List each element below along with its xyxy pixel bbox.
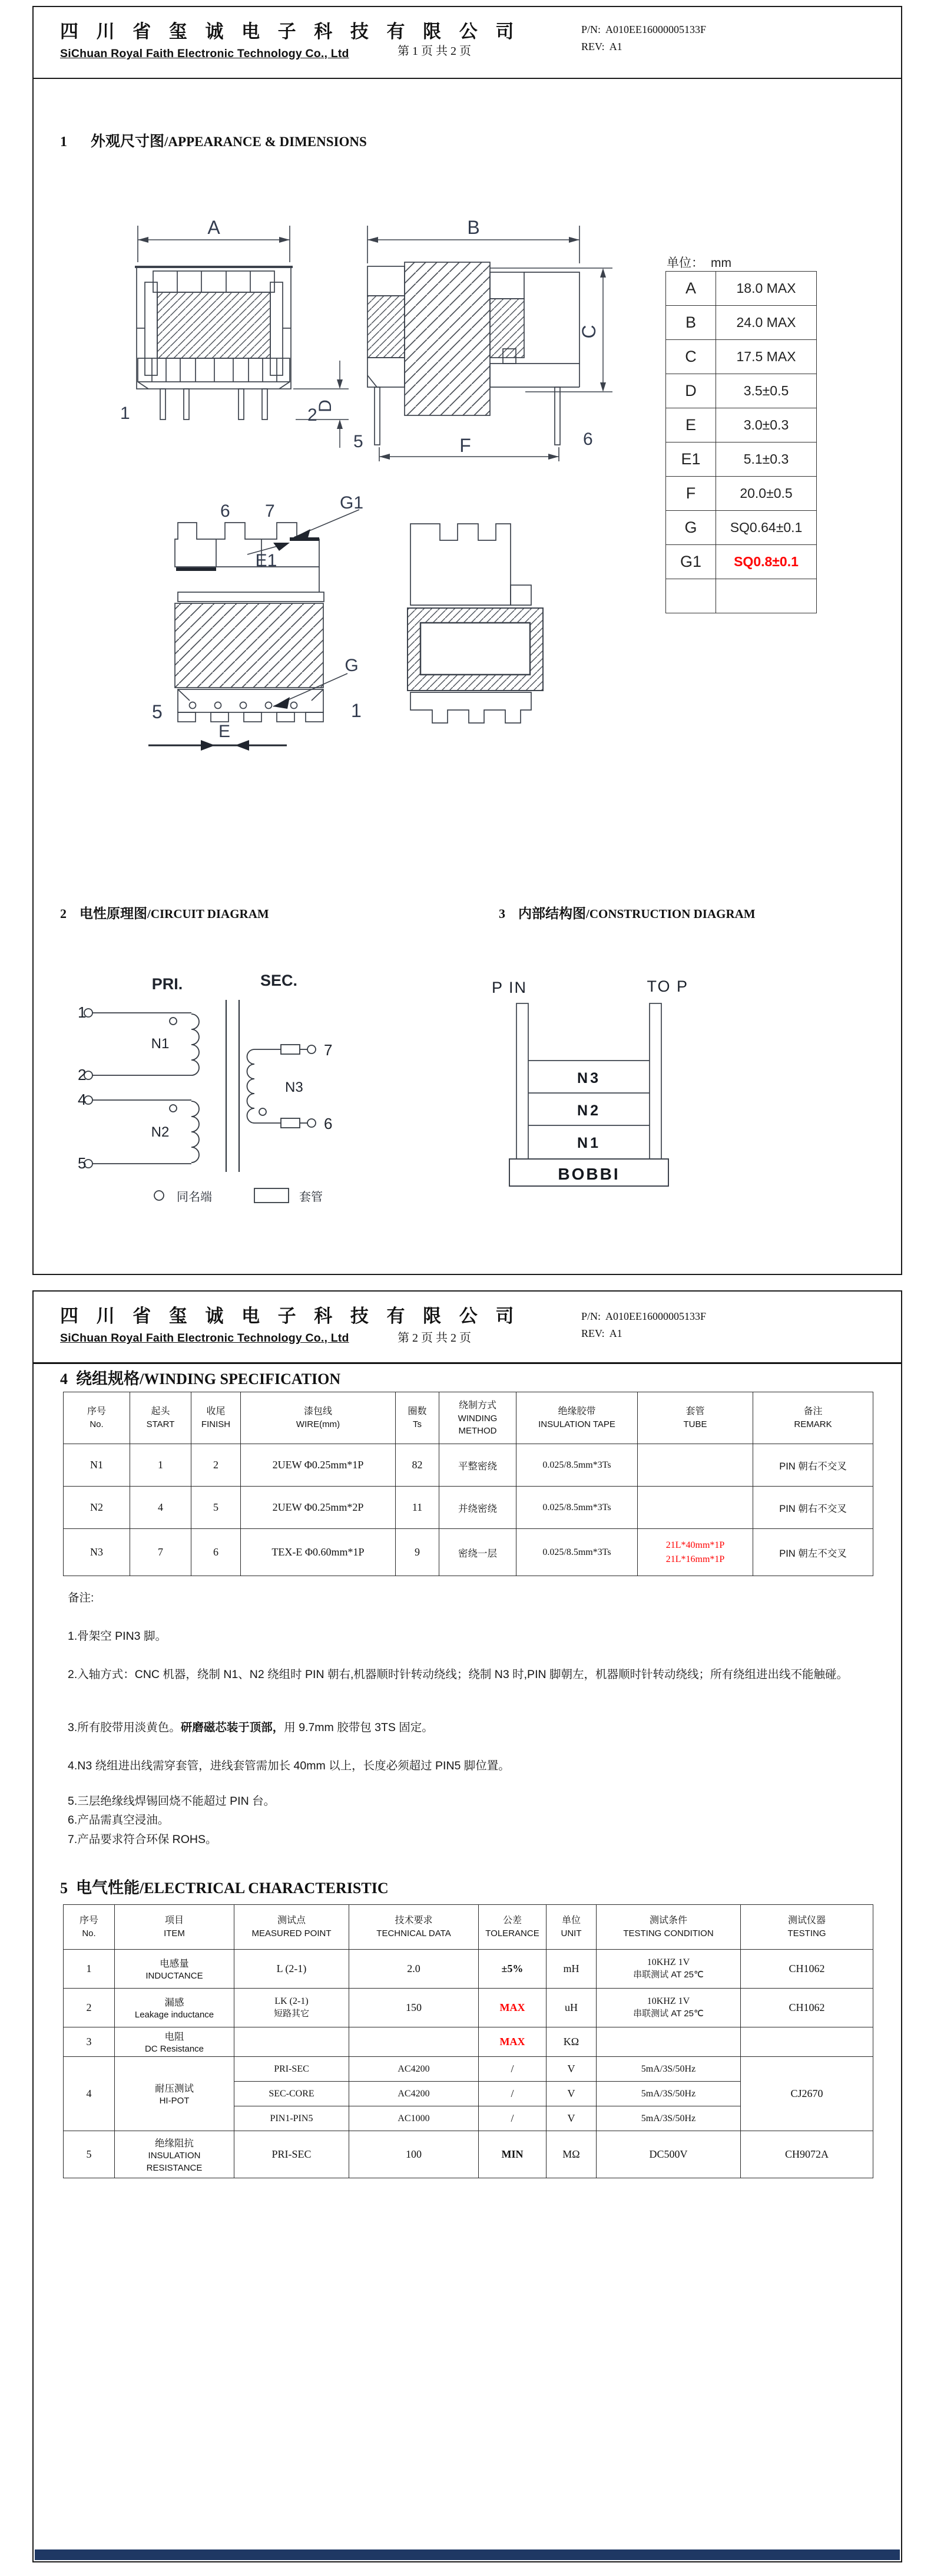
part-number-line: P/N: A010EE16000005133F xyxy=(581,1310,707,1322)
cell-wire: TEX-E Φ0.60mm*1P xyxy=(241,1529,396,1576)
winding-spec-table xyxy=(63,1392,873,1576)
section5-title: 5 电气性能/ELECTRICAL CHARACTERISTIC xyxy=(60,1879,389,1897)
cell-tape: 0.025/8.5mm*3Ts xyxy=(516,1444,638,1487)
part-number-block xyxy=(581,1308,706,1342)
winding-header-row xyxy=(64,1392,873,1444)
dim-key: E xyxy=(666,408,716,442)
cell-data: AC4200 xyxy=(349,2082,479,2106)
cell-instrument: CH1062 xyxy=(741,1950,873,1989)
cell-tube xyxy=(638,1487,753,1529)
dim-row-g1 xyxy=(666,545,817,579)
cell-tolerance-highlight: MAX xyxy=(479,1989,547,2027)
bottom-view-body xyxy=(175,592,324,722)
company-name-en: SiChuan Royal Faith Electronic Technology Co., Ltd xyxy=(60,1332,349,1345)
dim-g1-label: G1 xyxy=(339,493,364,513)
cell-wire: 2UEW Φ0.25mm*1P xyxy=(241,1444,396,1487)
bobbin-label: BOBBI xyxy=(558,1165,620,1183)
cell-unit: MΩ xyxy=(547,2131,597,2178)
cell-instrument xyxy=(741,2027,873,2057)
cell-no: 3 xyxy=(64,2027,115,2057)
circuit-pin1: 1 xyxy=(78,1003,87,1021)
cell-point: SEC-CORE xyxy=(234,2082,349,2106)
dim-value-highlight: SQ0.8±0.1 xyxy=(716,545,817,579)
layer-n3-label: N3 xyxy=(577,1070,601,1086)
winding-n2-label: N2 xyxy=(151,1124,170,1140)
footer-bar xyxy=(35,2549,900,2560)
col-method: 绕制方式 WINDING METHOD xyxy=(439,1392,516,1444)
col-no: 序号 No. xyxy=(64,1392,130,1444)
cell-data xyxy=(349,2027,479,2057)
page2-header xyxy=(34,1292,901,1364)
cell-item: 漏感 Leakage inductance xyxy=(115,1989,234,2027)
cell-tolerance-highlight: MAX xyxy=(479,2027,547,2057)
dim-value: 3.5±0.5 xyxy=(716,374,817,408)
cell-finish: 6 xyxy=(191,1529,241,1576)
col-ts: 圈数 Ts xyxy=(396,1392,439,1444)
cell-condition: 5mA/3S/50Hz xyxy=(597,2106,741,2131)
dim-d-label: D xyxy=(316,399,335,412)
note-3: 3.所有胶带用淡黄色。研磨磁芯装于顶部，用 9.7mm 胶带包 3TS 固定。 xyxy=(68,1721,433,1734)
pin6-top-label: 6 xyxy=(220,501,230,521)
dim-key: G1 xyxy=(666,545,716,579)
cell-no: 4 xyxy=(64,2057,115,2131)
cell-point: LK (2-1) 短路其它 xyxy=(234,1989,349,2027)
circuit-pin4: 4 xyxy=(78,1091,87,1108)
cell-instrument: CJ2670 xyxy=(741,2057,873,2131)
circuit-pin6: 6 xyxy=(324,1115,333,1132)
cell-unit: uH xyxy=(547,1989,597,2027)
notes-block xyxy=(68,1589,892,1848)
pin5-bottom-label: 5 xyxy=(152,701,163,722)
cell-condition: 5mA/3S/50Hz xyxy=(597,2057,741,2082)
col-tol: 公差 TOLERANCE xyxy=(479,1905,547,1950)
unit-label: 单位： mm xyxy=(667,256,731,270)
col-item: 项目 ITEM xyxy=(115,1905,234,1950)
pin2-label: 2 xyxy=(307,405,317,425)
cell-unit: mH xyxy=(547,1950,597,1989)
cell-remark: PIN 朝左不交叉 xyxy=(753,1529,873,1576)
pin6-label: 6 xyxy=(583,430,593,449)
col-remark: 备注 REMARK xyxy=(753,1392,873,1444)
company-name-cn: 四 川 省 玺 诚 电 子 科 技 有 限 公 司 xyxy=(60,21,521,42)
front-view-drawing xyxy=(101,216,360,464)
note-4: 4.N3 绕组进出线需穿套管，进线套管需加长 40mm 以上，长度必须超过 PIN5 脚位置。 xyxy=(68,1759,510,1772)
col-wire: 漆包线 WIRE(mm) xyxy=(241,1392,396,1444)
cell-unit: KΩ xyxy=(547,2027,597,2057)
elec-row-1 xyxy=(64,1950,873,1989)
section1-title: 1 外观尺寸图/APPEARANCE & DIMENSIONS xyxy=(60,133,367,150)
cell-condition: 10KHZ 1V 串联测试 AT 25℃ xyxy=(597,1950,741,1989)
col-no: 序号 No. xyxy=(64,1905,115,1950)
winding-n1-label: N1 xyxy=(151,1036,170,1052)
primary-label: PRI. xyxy=(151,975,183,993)
cell-tolerance: MIN xyxy=(479,2131,547,2178)
pin1-label: 1 xyxy=(120,404,130,423)
cell-data: AC4200 xyxy=(349,2057,479,2082)
cell-item: 电感量 INDUCTANCE xyxy=(115,1950,234,1989)
cell-tape: 0.025/8.5mm*3Ts xyxy=(516,1529,638,1576)
dim-g-label: G xyxy=(345,656,359,675)
legend-tube-label: 套管 xyxy=(299,1191,323,1204)
cell-remark: PIN 朝右不交叉 xyxy=(753,1487,873,1529)
cell-ts: 82 xyxy=(396,1444,439,1487)
cell-unit: V xyxy=(547,2057,597,2082)
notes-title: 备注: xyxy=(68,1591,94,1604)
cell-start: 7 xyxy=(130,1529,191,1576)
dim-key: E1 xyxy=(666,442,716,477)
note-1: 1.骨架空 PIN3 脚。 xyxy=(68,1630,167,1643)
section3-title: 3 内部结构图/CONSTRUCTION DIAGRAM xyxy=(499,906,756,921)
cell-ts: 9 xyxy=(396,1529,439,1576)
dim-a-label: A xyxy=(207,217,220,238)
elec-row-4a xyxy=(64,2057,873,2082)
col-cond: 测试条件 TESTING CONDITION xyxy=(597,1905,741,1950)
cell-start: 1 xyxy=(130,1444,191,1487)
cell-start: 4 xyxy=(130,1487,191,1529)
page-2 xyxy=(32,1290,902,2562)
cell-no: N1 xyxy=(64,1444,130,1487)
dimensions-table xyxy=(665,271,817,613)
cell-point: PRI-SEC xyxy=(234,2057,349,2082)
cell-tolerance: ±5% xyxy=(479,1950,547,1989)
winding-row-n3 xyxy=(64,1529,873,1576)
cell-tube-highlight: 21L*40mm*1P 21L*16mm*1P xyxy=(638,1529,753,1576)
cell-item: 耐压测试 HI-POT xyxy=(115,2057,234,2131)
dim-row-empty xyxy=(666,579,817,613)
elec-row-3 xyxy=(64,2027,873,2057)
pin7-top-label: 7 xyxy=(265,501,275,521)
elec-row-2 xyxy=(64,1989,873,2027)
top-view-block xyxy=(175,523,319,592)
revision-line: REV: A1 xyxy=(581,40,622,52)
dim-value: 24.0 MAX xyxy=(716,306,817,340)
cell-data: 100 xyxy=(349,2131,479,2178)
dim-value: 3.0±0.3 xyxy=(716,408,817,442)
cell-method: 密绕一层 xyxy=(439,1529,516,1576)
dim-value: 18.0 MAX xyxy=(716,272,817,306)
col-inst: 测试仪器 TESTING xyxy=(741,1905,873,1950)
cell-tape: 0.025/8.5mm*3Ts xyxy=(516,1487,638,1529)
dim-key: A xyxy=(666,272,716,306)
dim-row-b xyxy=(666,306,817,340)
cell-item: 绝缘阻抗 INSULATION RESISTANCE xyxy=(115,2131,234,2178)
cell-data: 150 xyxy=(349,1989,479,2027)
dim-key xyxy=(666,579,716,613)
page-1 xyxy=(32,6,902,1275)
dim-value: 20.0±0.5 xyxy=(716,477,817,511)
pin-side-label: P IN xyxy=(492,979,528,996)
legend-dot-label: 同名端 xyxy=(177,1191,212,1204)
cell-instrument: CH1062 xyxy=(741,1989,873,2027)
col-data: 技术要求 TECHNICAL DATA xyxy=(349,1905,479,1950)
pin5-label: 5 xyxy=(353,432,363,451)
layer-n1-label: N1 xyxy=(577,1135,601,1151)
construction-diagram xyxy=(475,965,705,1191)
page-indicator: 第 1 页 共 2 页 xyxy=(398,45,471,58)
layer-n2-label: N2 xyxy=(577,1102,601,1119)
cell-condition: 10KHZ 1V 串联测试 AT 25℃ xyxy=(597,1989,741,2027)
circuit-pin5: 5 xyxy=(78,1154,87,1172)
note-5: 5.三层绝缘线焊锡回烧不能超过 PIN 台。 xyxy=(68,1795,276,1808)
elec-row-5 xyxy=(64,2131,873,2178)
note-7: 7.产品要求符合环保 ROHS。 xyxy=(68,1833,217,1846)
cell-point: PIN1-PIN5 xyxy=(234,2106,349,2131)
cell-point xyxy=(234,2027,349,2057)
cell-method: 平整密绕 xyxy=(439,1444,516,1487)
cell-no: 1 xyxy=(64,1950,115,1989)
cell-point: L (2-1) xyxy=(234,1950,349,1989)
cell-no: 5 xyxy=(64,2131,115,2178)
cell-instrument: CH9072A xyxy=(741,2131,873,2178)
cell-remark: PIN 朝右不交叉 xyxy=(753,1444,873,1487)
cell-tube xyxy=(638,1444,753,1487)
company-name-en: SiChuan Royal Faith Electronic Technology Co., Ltd xyxy=(60,47,349,60)
dim-key: D xyxy=(666,374,716,408)
dim-key: C xyxy=(666,340,716,374)
note-2: 2.入轴方式：CNC 机器，绕制 N1、N2 绕组时 PIN 朝右,机器顺时针转动绕线；绕制 N3 时,PIN 脚朝左，机器顺时针转动绕线；所有绕组进出线不能触碰。 xyxy=(68,1668,848,1681)
secondary-label: SEC. xyxy=(260,972,298,989)
col-unit: 单位 UNIT xyxy=(547,1905,597,1950)
dim-key: G xyxy=(666,511,716,545)
dim-row-f xyxy=(666,477,817,511)
section2-title: 2 电性原理图/CIRCUIT DIAGRAM xyxy=(60,906,269,921)
dim-value xyxy=(716,579,817,613)
front-view-body xyxy=(135,266,293,420)
dim-row-c xyxy=(666,340,817,374)
dim-key: F xyxy=(666,477,716,511)
section4-title: 4 绕组规格/WINDING SPECIFICATION xyxy=(60,1370,341,1388)
cell-unit: V xyxy=(547,2106,597,2131)
col-point: 测试点 MEASURED POINT xyxy=(234,1905,349,1950)
dim-row-e xyxy=(666,408,817,442)
page-indicator: 第 2 页 共 2 页 xyxy=(398,1332,471,1345)
col-start: 起头 START xyxy=(130,1392,191,1444)
dim-e-label: E xyxy=(218,722,231,741)
side-view-drawing xyxy=(349,216,625,464)
cell-unit: V xyxy=(547,2082,597,2106)
dim-row-a xyxy=(666,272,817,306)
dim-value: 17.5 MAX xyxy=(716,340,817,374)
dim-e1-label: E1 xyxy=(255,551,277,570)
pin1-bottom-label: 1 xyxy=(351,700,362,721)
bottom-view-drawing xyxy=(90,493,366,755)
circuit-pin2: 2 xyxy=(78,1066,87,1084)
dim-value: SQ0.64±0.1 xyxy=(716,511,817,545)
note-6: 6.产品需真空浸油。 xyxy=(68,1814,170,1827)
dim-b-label: B xyxy=(467,217,480,238)
col-tape: 绝缘胶带 INSULATION TAPE xyxy=(516,1392,638,1444)
cell-finish: 2 xyxy=(191,1444,241,1487)
cell-tolerance: / xyxy=(479,2082,547,2106)
cell-wire: 2UEW Φ0.25mm*2P xyxy=(241,1487,396,1529)
cell-no: N2 xyxy=(64,1487,130,1529)
cell-tolerance: / xyxy=(479,2057,547,2082)
col-finish: 收尾 FINISH xyxy=(191,1392,241,1444)
circuit-diagram xyxy=(78,959,413,1212)
dim-value: 5.1±0.3 xyxy=(716,442,817,477)
col-tube: 套管 TUBE xyxy=(638,1392,753,1444)
winding-row-n1 xyxy=(64,1444,873,1487)
dim-row-d xyxy=(666,374,817,408)
top-side-label: TO P xyxy=(647,977,688,995)
dim-c-label: C xyxy=(578,325,600,339)
elec-header-row xyxy=(64,1905,873,1950)
dim-key: B xyxy=(666,306,716,340)
cell-condition xyxy=(597,2027,741,2057)
cell-method: 并绕密绕 xyxy=(439,1487,516,1529)
cell-ts: 11 xyxy=(396,1487,439,1529)
cell-point: PRI-SEC xyxy=(234,2131,349,2178)
cell-no: N3 xyxy=(64,1529,130,1576)
winding-n3-label: N3 xyxy=(285,1079,303,1095)
dim-row-g xyxy=(666,511,817,545)
cell-data: AC1000 xyxy=(349,2106,479,2131)
side-view-body xyxy=(367,262,579,445)
cell-finish: 5 xyxy=(191,1487,241,1529)
cell-item: 电阻 DC Resistance xyxy=(115,2027,234,2057)
cell-data: 2.0 xyxy=(349,1950,479,1989)
cross-section-drawing xyxy=(384,511,561,729)
part-number-block xyxy=(581,21,706,55)
page1-header xyxy=(34,7,901,79)
winding-row-n2 xyxy=(64,1487,873,1529)
electrical-table xyxy=(63,1904,873,2178)
dim-row-e1 xyxy=(666,442,817,477)
cell-condition: DC500V xyxy=(597,2131,741,2178)
cell-no: 2 xyxy=(64,1989,115,2027)
part-number-line: P/N: A010EE16000005133F xyxy=(581,24,707,35)
revision-line: REV: A1 xyxy=(581,1327,622,1339)
cell-condition: 5mA/3S/50Hz xyxy=(597,2082,741,2106)
circuit-pin7: 7 xyxy=(324,1041,333,1059)
cell-tolerance: / xyxy=(479,2106,547,2131)
company-name-cn: 四 川 省 玺 诚 电 子 科 技 有 限 公 司 xyxy=(60,1306,521,1326)
dim-f-label: F xyxy=(459,435,471,456)
